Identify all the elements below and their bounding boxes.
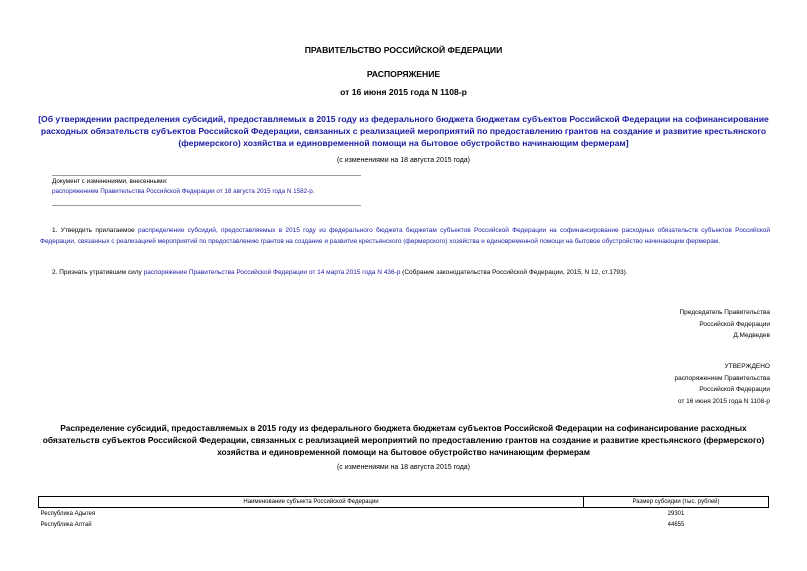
document-type-heading: РАСПОРЯЖЕНИЕ bbox=[366, 69, 441, 79]
column-header-amount: Размер субсидии (тыс. рублей) bbox=[584, 497, 769, 508]
p1-link[interactable]: распределение субсидий, предоставляемых в 2015 году из федерального бюджета бюджетам субъектов Российской Федерации на софинансирование расходных обязательств субъектов Российской Федерации, связанных с реализацией мероприятий по предоставлению грантов на создание и развитие крестьянского (фермерского) хозяйства и единовременной помощи на бытовое обустройство начинающим фермерам bbox=[40, 227, 770, 245]
signature-title: Председатель Правительства bbox=[679, 309, 770, 316]
table-row bbox=[39, 519, 769, 530]
approval-line-2: распоряжением Правительства bbox=[674, 374, 770, 382]
region-name: Республика Адыгея bbox=[40, 510, 96, 517]
approval-line-3: Российской Федерации bbox=[699, 386, 770, 393]
paragraph-1 bbox=[40, 225, 770, 247]
document-date: от 16 июня 2015 года N 1108-р bbox=[340, 87, 467, 97]
distribution-title: Распределение субсидий, предоставляемых в 2015 году из федерального бюджета бюджетам субъектов Российской Федерации на софинансирование расходных обязательств субъектов Российской Федерации, связанных с реализацией мероприятий по предоставлению грантов на создание и развитие крестьянского (фермерского) хозяйства и единовременной помощи на бытовое обустройство начинающим фермерам bbox=[42, 423, 765, 457]
title-suffix: ] bbox=[625, 138, 629, 148]
p1-suffix: . bbox=[718, 238, 721, 245]
signature-name: Д.Медведев bbox=[733, 332, 770, 339]
column-header-region: Наименование субъекта Российской Федерации bbox=[39, 497, 584, 508]
table-header-row bbox=[39, 497, 769, 508]
region-name: Республика Алтай bbox=[40, 521, 92, 528]
p2-prefix: 2. Признать утратившим силу bbox=[52, 269, 144, 276]
p2-link[interactable]: распоряжение Правительства Российской Федерации от 14 марта 2015 года N 436-р bbox=[143, 269, 401, 276]
changes-box bbox=[52, 175, 361, 206]
changes-label: Документ с изменениями, внесенными: bbox=[52, 178, 168, 185]
paragraph-2 bbox=[52, 267, 772, 278]
approval-line-4: от 16 июня 2015 года N 1108-р bbox=[677, 397, 770, 405]
subsidy-table bbox=[38, 496, 769, 530]
signature-block bbox=[679, 307, 770, 342]
changes-link[interactable]: распоряжением Правительства Российской Федерации от 18 августа 2015 года N 1582-р. bbox=[52, 188, 315, 195]
p1-prefix: 1. Утвердить прилагаемое bbox=[52, 227, 138, 234]
approval-heading: УТВЕРЖДЕНО bbox=[724, 363, 770, 370]
distribution-revision-note: (с изменениями на 18 августа 2015 года) bbox=[336, 464, 471, 471]
title-prefix: [Об утверждении bbox=[38, 114, 115, 124]
table-row bbox=[39, 508, 769, 520]
p2-suffix: (Собрание законодательства Российской Федерации, 2015, N 12, ст.1793). bbox=[400, 269, 628, 276]
signature-org: Российской Федерации bbox=[699, 320, 770, 328]
government-heading: ПРАВИТЕЛЬСТВО РОССИЙСКОЙ ФЕДЕРАЦИИ bbox=[304, 45, 503, 55]
subsidy-amount: 44655 bbox=[667, 521, 685, 528]
subsidy-amount: 29301 bbox=[667, 510, 685, 517]
document-title bbox=[30, 113, 777, 149]
approval-block bbox=[675, 361, 770, 407]
title-link[interactable]: распределения субсидий, предоставляемых в 2015 году из федерального бюджета бюджетам субъектов Российской Федерации на софинансирование расходных обязательств субъектов Российской Федерации, связанных с реализацией мероприятий по предоставлению грантов на создание и развитие крестьянского (фермерского) хозяйства и единовременной помощи на бытовое обустройство начинающим фермерам bbox=[40, 114, 769, 148]
revision-note: (с изменениями на 18 августа 2015 года) bbox=[336, 157, 471, 164]
